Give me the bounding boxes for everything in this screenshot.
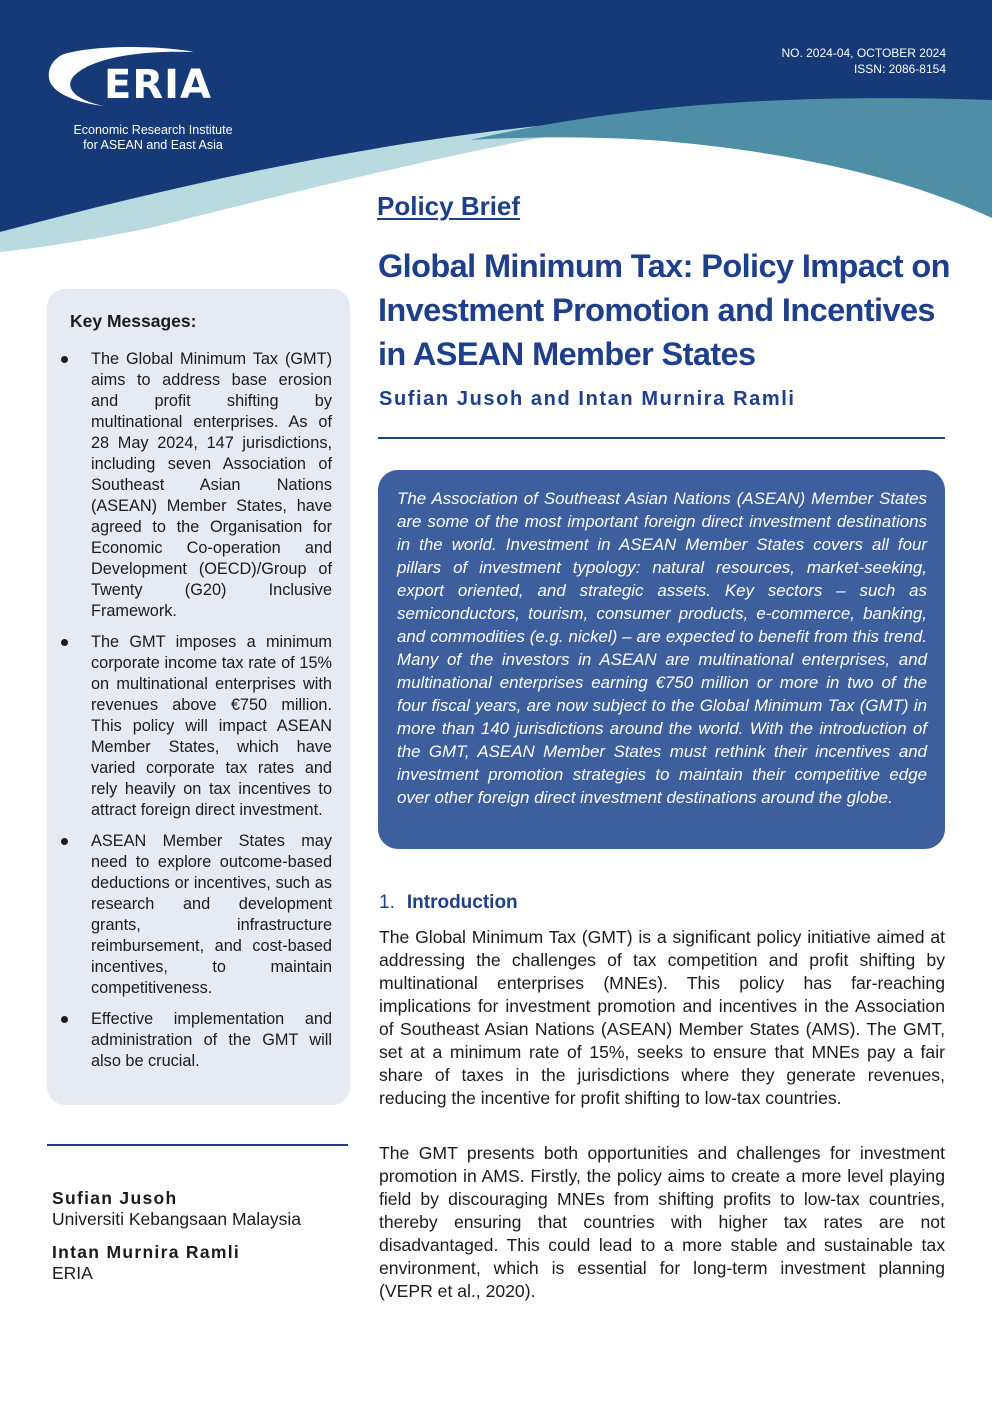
key-messages-list	[47, 349, 350, 1082]
author-institution: ERIA	[52, 1263, 93, 1283]
bullet-icon	[61, 356, 68, 363]
key-messages-box	[47, 289, 350, 1105]
issue-number: NO. 2024-04, OCTOBER 2024	[781, 46, 946, 60]
section-number: 1.	[379, 892, 395, 913]
key-message-item	[47, 831, 350, 999]
affiliation-divider	[47, 1144, 348, 1146]
issue-info	[781, 45, 946, 77]
section-title: Introduction	[406, 892, 518, 913]
document-type: Policy Brief	[377, 191, 521, 221]
author-name: Sufian Jusoh	[52, 1188, 178, 1208]
key-message-text: ASEAN Member States may need to explore outcome-based deductions or incentives, such as research and development grants, infrastructure reimbursement, and cost-based incentives, to maintain competitiveness.	[91, 832, 332, 997]
bullet-icon	[61, 639, 68, 646]
key-message-text: Effective implementation and administration of the GMT will also be crucial.	[91, 1010, 332, 1070]
author-affiliation	[52, 1188, 301, 1230]
key-message-item	[47, 632, 350, 821]
author-name: Intan Murnira Ramli	[52, 1242, 241, 1262]
issn: ISSN: 2086-8154	[853, 62, 946, 76]
abstract-box: The Association of Southeast Asian Nations (ASEAN) Member States are some of the most important foreign direct investment destinations in the world. Investment in ASEAN Member States covers all four pillars of investment typology: natural resources, market-seeking, export oriented, and strategic assets. Key sectors – such as semiconductors, tourism, consumer products, e-commerce, banking, and commodities (e.g. nickel) – are expected to benefit from this trend. Many of the investors in ASEAN are multinational enterprises, and multinational enterprises earning €750 million or more in two of the four fiscal years, are now subject to the Global Minimum Tax (GMT) in more than 140 jurisdictions around the world. With the introduction of the GMT, ASEAN Member States must rethink their incentives and investment promotion strategies to maintain their competitive edge over other foreign direct investment destinations around the globe.	[378, 470, 945, 849]
key-message-item	[47, 349, 350, 622]
key-message-text: The Global Minimum Tax (GMT) aims to address base erosion and profit shifting by multinational enterprises. As of 28 May 2024, 147 jurisdictions, including seven Association of Southeast Asian Nations (ASEAN) Member States, have agreed to the Organisation for Economic Co-operation and Development (OECD)/Group of Twenty (G20) Inclusive Framework.	[91, 350, 332, 620]
logo-wordmark: ERIA	[104, 62, 212, 108]
author-affiliation	[52, 1242, 240, 1284]
bullet-icon	[61, 1016, 68, 1023]
author-institution: Universiti Kebangsaan Malaysia	[52, 1209, 302, 1229]
org-name	[58, 123, 248, 153]
document-title: Global Minimum Tax: Policy Impact on Investment Promotion and Incentives in ASEAN Member States	[378, 248, 950, 372]
section-heading	[379, 891, 518, 915]
key-message-item	[47, 1009, 350, 1072]
eria-logo	[44, 44, 264, 124]
bullet-icon	[61, 838, 68, 845]
body-paragraph: The Global Minimum Tax (GMT) is a significant policy initiative aimed at addressing the challenges of tax competition and profit shifting by multinational enterprises (MNEs). This policy has far-reaching implications for investment promotion and incentives in the Association of Southeast Asian Nations (ASEAN) Member States (AMS). The GMT, set at a minimum rate of 15%, seeks to ensure that MNEs pay a fair share of taxes in the jurisdictions where they generate revenues, reducing the incentive for profit shifting to low-tax countries.	[379, 927, 945, 1108]
key-message-text: The GMT imposes a minimum corporate income tax rate of 15% on multinational enterprises with revenues above €750 million. This policy will impact ASEAN Member States, which have varied corporate tax rates and rely heavily on tax incentives to attract foreign direct investment.	[91, 633, 332, 819]
org-name-line1: Economic Research Institute	[73, 123, 233, 137]
body-paragraph: The GMT presents both opportunities and challenges for investment promotion in AMS. Firstly, the policy aims to create a more level playing field by discouraging MNEs from shifting profits to low-tax countries, thereby ensuring that countries with higher tax rates are not disadvantaged. This could lead to a more stable and sustainable tax environment, which is essential for long-term investment planning (VEPR et al., 2020).	[379, 1143, 945, 1301]
title-divider	[378, 437, 945, 439]
org-name-line2: for ASEAN and East Asia	[83, 138, 223, 152]
authors-line: Sufian Jusoh and Intan Murnira Ramli	[379, 388, 796, 410]
key-messages-heading: Key Messages:	[70, 311, 197, 331]
